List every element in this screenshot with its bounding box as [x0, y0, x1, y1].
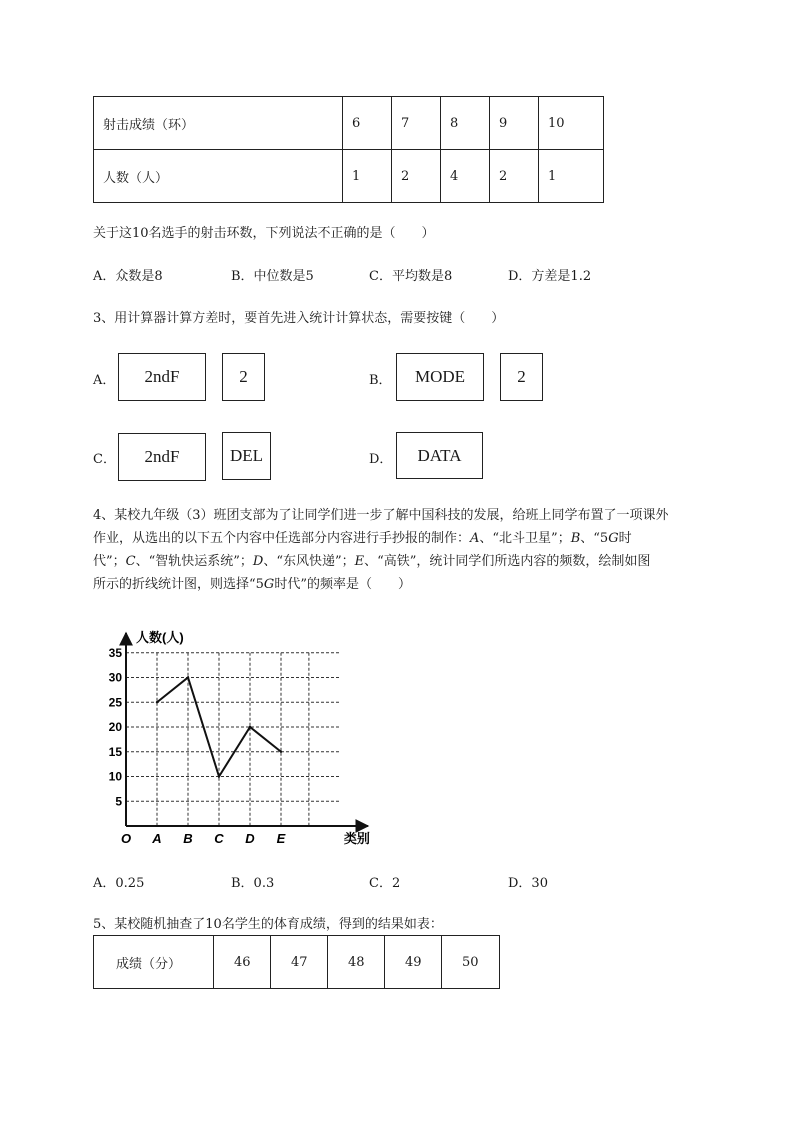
count-cell: 2	[392, 150, 441, 203]
q2-option-d: D．方差是1.2	[508, 269, 592, 284]
x-tick-label: E	[276, 831, 286, 846]
score-cell: 10	[539, 97, 604, 150]
q2-option-c: C．平均数是8	[369, 269, 453, 284]
q4-line-4: 所示的折线统计图，则选择“5G时代”的频率是（ ）	[93, 577, 411, 592]
x-tick-label: B	[183, 831, 193, 846]
score-cell: 9	[490, 97, 539, 150]
score-cell: 50	[442, 936, 500, 989]
count-cell: 1	[343, 150, 392, 203]
q3-stem: 3、用计算器计算方差时，要首先进入统计计算状态，需要按键（ ）	[93, 311, 505, 326]
score-cell: 8	[441, 97, 490, 150]
key-2ndf: 2ndF	[118, 433, 206, 481]
key-data: DATA	[396, 432, 483, 479]
y-tick-label: 30	[108, 670, 122, 685]
q4-option-a: A．0.25	[93, 876, 145, 891]
q4-line-3: 代”；C、“智轨快运系统”；D、“东风快递”；E、“高铁”，统计同学们所选内容的频数，绘制如图	[93, 554, 651, 569]
y-tick-label: 20	[108, 720, 122, 734]
y-tick-label: 5	[115, 794, 122, 809]
key-2: 2	[500, 353, 543, 401]
chart-grid	[126, 653, 340, 826]
q4-line-1: 4、某校九年级（3）班团支部为了让同学们进一步了解中国科技的发展，给班上同学布置了一项课外	[93, 508, 669, 523]
q3-option-d-letter: D．	[369, 452, 393, 467]
key-2: 2	[222, 353, 265, 401]
table-row	[94, 936, 500, 989]
q4-option-d: D．30	[508, 876, 548, 891]
score-cell: 6	[343, 97, 392, 150]
x-tick-label: C	[214, 831, 224, 846]
count-cell: 4	[441, 150, 490, 203]
q4-option-c: C．2	[369, 876, 401, 891]
data-point	[218, 775, 220, 777]
score-cell: 48	[328, 936, 385, 989]
row-label: 成绩（分）	[94, 936, 214, 989]
count-cell: 1	[539, 150, 604, 203]
data-point	[249, 726, 251, 728]
score-cell: 7	[392, 97, 441, 150]
key-2ndf: 2ndF	[118, 353, 206, 401]
score-cell: 46	[214, 936, 271, 989]
data-point	[187, 676, 189, 678]
y-axis-label: 人数(人)	[136, 630, 184, 645]
q5-stem: 5、某校随机抽查了10名学生的体育成绩，得到的结果如表：	[93, 917, 443, 932]
y-tick-label: 15	[108, 744, 122, 759]
table-row	[94, 150, 604, 203]
q2-stem: 关于这10名选手的射击环数，下列说法不正确的是（ ）	[93, 226, 435, 241]
x-tick-label: A	[152, 831, 162, 846]
q4-stem	[93, 504, 783, 596]
q4-line-2: 作业，从选出的以下五个内容中任选部分内容进行手抄报的制作：A、“北斗卫星”；B、“5G时	[93, 531, 632, 546]
key-del: DEL	[222, 432, 271, 480]
line-chart	[108, 625, 370, 850]
count-cell: 2	[490, 150, 539, 203]
q3-option-a-letter: A．	[93, 373, 116, 388]
score-cell: 49	[385, 936, 442, 989]
table-row	[94, 97, 604, 150]
x-tick-label: D	[245, 831, 255, 846]
y-tick-label: 25	[108, 695, 122, 710]
row-label: 人数（人）	[94, 150, 343, 203]
q3-option-c-letter: C．	[93, 452, 116, 467]
q2-option-b: B．中位数是5	[231, 269, 314, 284]
key-mode: MODE	[396, 353, 484, 401]
q3-option-b-letter: B．	[369, 373, 392, 388]
y-tick-label: 35	[108, 645, 122, 660]
x-axis-label: 类别	[343, 831, 370, 846]
q2-option-a: A．众数是8	[93, 269, 163, 284]
y-tick-label: 10	[108, 769, 122, 784]
q4-option-b: B．0.3	[231, 876, 275, 891]
origin-label: O	[120, 831, 132, 846]
data-point	[280, 751, 282, 753]
row-label: 射击成绩（环）	[94, 97, 343, 150]
score-cell: 47	[271, 936, 328, 989]
shooting-score-table	[93, 96, 604, 203]
pe-score-table	[93, 935, 500, 989]
data-point	[156, 701, 158, 703]
